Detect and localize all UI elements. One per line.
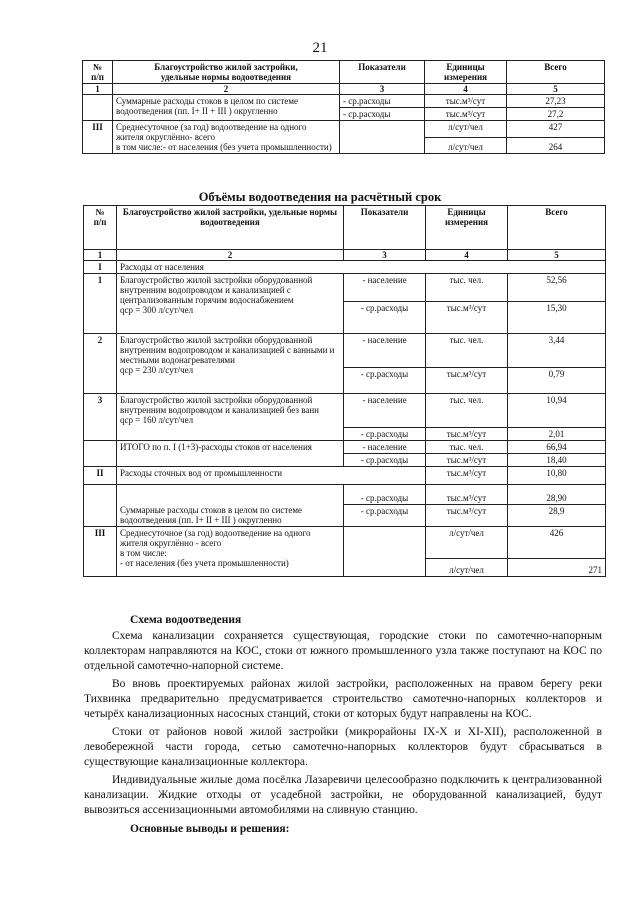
row-num: I (84, 261, 117, 274)
row-value: 15,30 (508, 302, 606, 334)
drainage-volumes-table (83, 205, 606, 577)
row-unit: л/сут/чел (426, 559, 508, 577)
row-unit: тыс.м³/сут (426, 428, 508, 441)
section-heading-conclusions: Основные выводы и решения: (130, 823, 290, 835)
row-value: 427 (507, 121, 605, 138)
row-unit: л/сут/чел (426, 527, 508, 559)
row-num: 3 (84, 394, 117, 441)
row-num (83, 95, 113, 121)
row-unit: л/сут/чел (425, 137, 507, 154)
row-unit: тыс.м³/сут (425, 95, 507, 108)
row-value: 3,44 (508, 334, 606, 368)
row-unit: тыс.м³/сут (426, 505, 508, 527)
row-indicator: - ср.расходы (344, 302, 426, 334)
header-total: Всего (508, 206, 606, 250)
row-num (84, 485, 117, 527)
section-heading: Схема водоотведения (130, 614, 242, 626)
row-num: 2 (84, 334, 117, 394)
row-unit: тыс. чел. (426, 274, 508, 302)
row-unit: тыс.м³/сут (426, 368, 508, 394)
header-indicator: Показатели (344, 206, 426, 250)
col-num-4: 4 (426, 250, 508, 261)
header-indicator: Показатели (340, 61, 425, 84)
row-unit: тыс.м³/сут (426, 485, 508, 505)
row-value: 28,90 (508, 485, 606, 505)
col-num-4: 4 (425, 84, 507, 95)
row-value: 426 (508, 527, 606, 559)
row-desc: ИТОГО по п. I (1+3)-расходы стоков от населения (117, 441, 344, 467)
row-indicator (344, 527, 426, 577)
row-indicator: - население (344, 274, 426, 302)
drainage-norms-table-continued (82, 60, 605, 154)
row-value: 18,40 (508, 454, 606, 467)
row-value: 66,94 (508, 441, 606, 454)
header-total: Всего (507, 61, 605, 84)
row-num: 1 (84, 274, 117, 334)
paragraph: Индивидуальные жилые дома посёлка Лазаревичи целесообразно подключить к централизованной канализации. Жидкие отходы от усадебной застройки, не оборудованной канализацией, будут вывозиться ассенизационными автомобилями на сливную станцию. (84, 774, 602, 816)
row-value: 10,80 (508, 467, 606, 485)
col-num-1: 1 (83, 84, 113, 95)
col-num-2: 2 (117, 250, 344, 261)
row-unit: тыс.м³/сут (425, 108, 507, 121)
row-value: 52,56 (508, 274, 606, 302)
row-indicator: - ср.расходы (344, 485, 426, 505)
paragraph: Во вновь проектируемых районах жилой застройки, расположенных на правом берегу реки Тихвинка предварительно предусматривается строительство самотечно-напорных коллекторов и четырёх канализационных насосных станций, стоки от которых будут направлены на КОС. (84, 678, 602, 720)
row-unit: тыс. чел. (426, 394, 508, 428)
row-value: 0,79 (508, 368, 606, 394)
row-desc: Расходы сточных вод от промышленности (117, 467, 426, 485)
col-num-5: 5 (508, 250, 606, 261)
row-unit: тыс. чел. (426, 441, 508, 454)
row-desc: Среднесуточное (за год) водоотведение на одного жителя округлённо - всего в том числе: - от населения (без учета промышленности) (117, 527, 344, 577)
row-unit: тыс.м³/сут (426, 454, 508, 467)
col-num-3: 3 (340, 84, 425, 95)
row-unit: л/сут/чел (425, 121, 507, 138)
row-indicator (340, 121, 425, 154)
header-num: № п/п (83, 61, 113, 84)
row-indicator: - ср.расходы (344, 368, 426, 394)
row-desc: Среднесуточное (за год) водоотведение на одного жителя округлённо- всего в том числе:- от населения (без учета промышленности) (113, 121, 340, 154)
row-unit: тыс.м³/сут (426, 467, 508, 485)
paragraph: Схема канализации сохраняется существующая, городские стоки по самотечно-напорным коллекторам направляются на КОС, стоки от южного промышленного узла также поступают на КОС по отдельной самотечно-напорной системе. (84, 630, 602, 672)
row-desc: Благоустройство жилой застройки оборудованной внутренним водопроводом и канализацией без ванн qср = 160 л/сут/чел (117, 394, 344, 441)
row-indicator: - ср.расходы (344, 505, 426, 527)
row-num (84, 441, 117, 467)
header-desc: Благоустройство жилой застройки, удельные нормы водоотведения (117, 206, 344, 250)
header-num: № п/п (84, 206, 117, 250)
row-value: 28,9 (508, 505, 606, 527)
page-number: 21 (312, 40, 328, 56)
row-indicator: - ср.расходы (344, 428, 426, 441)
row-desc: Благоустройство жилой застройки оборудованной внутренним водопроводом и канализацией с ванными и местными водонагревателями qср = 230 л/сут/чел (117, 334, 344, 394)
paragraph: Стоки от районов новой жилой застройки (микрорайоны IX-X и XI-XII), расположенной в левобережной части города, сетью самотечно-напорных коллекторов будут сбрасываться в существующие канализационные коллектора. (84, 726, 602, 768)
row-value: 10,94 (508, 394, 606, 428)
section-title: Объёмы водоотведения на расчётный срок (198, 190, 442, 204)
row-indicator: - ср.расходы (340, 108, 425, 121)
row-num: III (83, 121, 113, 154)
col-num-3: 3 (344, 250, 426, 261)
row-unit: тыс. чел. (426, 334, 508, 368)
row-value: 27,23 (507, 95, 605, 108)
header-unit: Единицы измерения (426, 206, 508, 250)
row-desc: Благоустройство жилой застройки оборудованной внутренним водопроводом и канализацией с централизованным горячим водоснабжением qср = 300 л/сут/чел (117, 274, 344, 334)
header-desc: Благоустройство жилой застройки, удельные нормы водоотведения (113, 61, 340, 84)
body-text (84, 613, 602, 838)
row-desc: Суммарные расходы стоков в целом по системе водоотведения (пп. I+ II + III ) округленно (113, 95, 340, 121)
header-unit: Единицы измерения (425, 61, 507, 84)
row-indicator: - ср.расходы (340, 95, 425, 108)
col-num-2: 2 (113, 84, 340, 95)
row-value: 264 (507, 137, 605, 154)
row-indicator: - население (344, 394, 426, 428)
row-indicator: - ср.расходы (344, 454, 426, 467)
col-num-5: 5 (507, 84, 605, 95)
col-num-1: 1 (84, 250, 117, 261)
row-desc: Расходы от населения (117, 261, 606, 274)
row-value: 27,2 (507, 108, 605, 121)
row-num: II (84, 467, 117, 485)
row-value: 271 (508, 559, 606, 577)
row-value: 2,01 (508, 428, 606, 441)
row-unit: тыс.м³/сут (426, 302, 508, 334)
row-indicator: - население (344, 334, 426, 368)
row-indicator: - население (344, 441, 426, 454)
row-num: III (84, 527, 117, 577)
row-desc: Суммарные расходы стоков в целом по системе водоотведения (пп. I+ II + III ) округленно (117, 485, 344, 527)
